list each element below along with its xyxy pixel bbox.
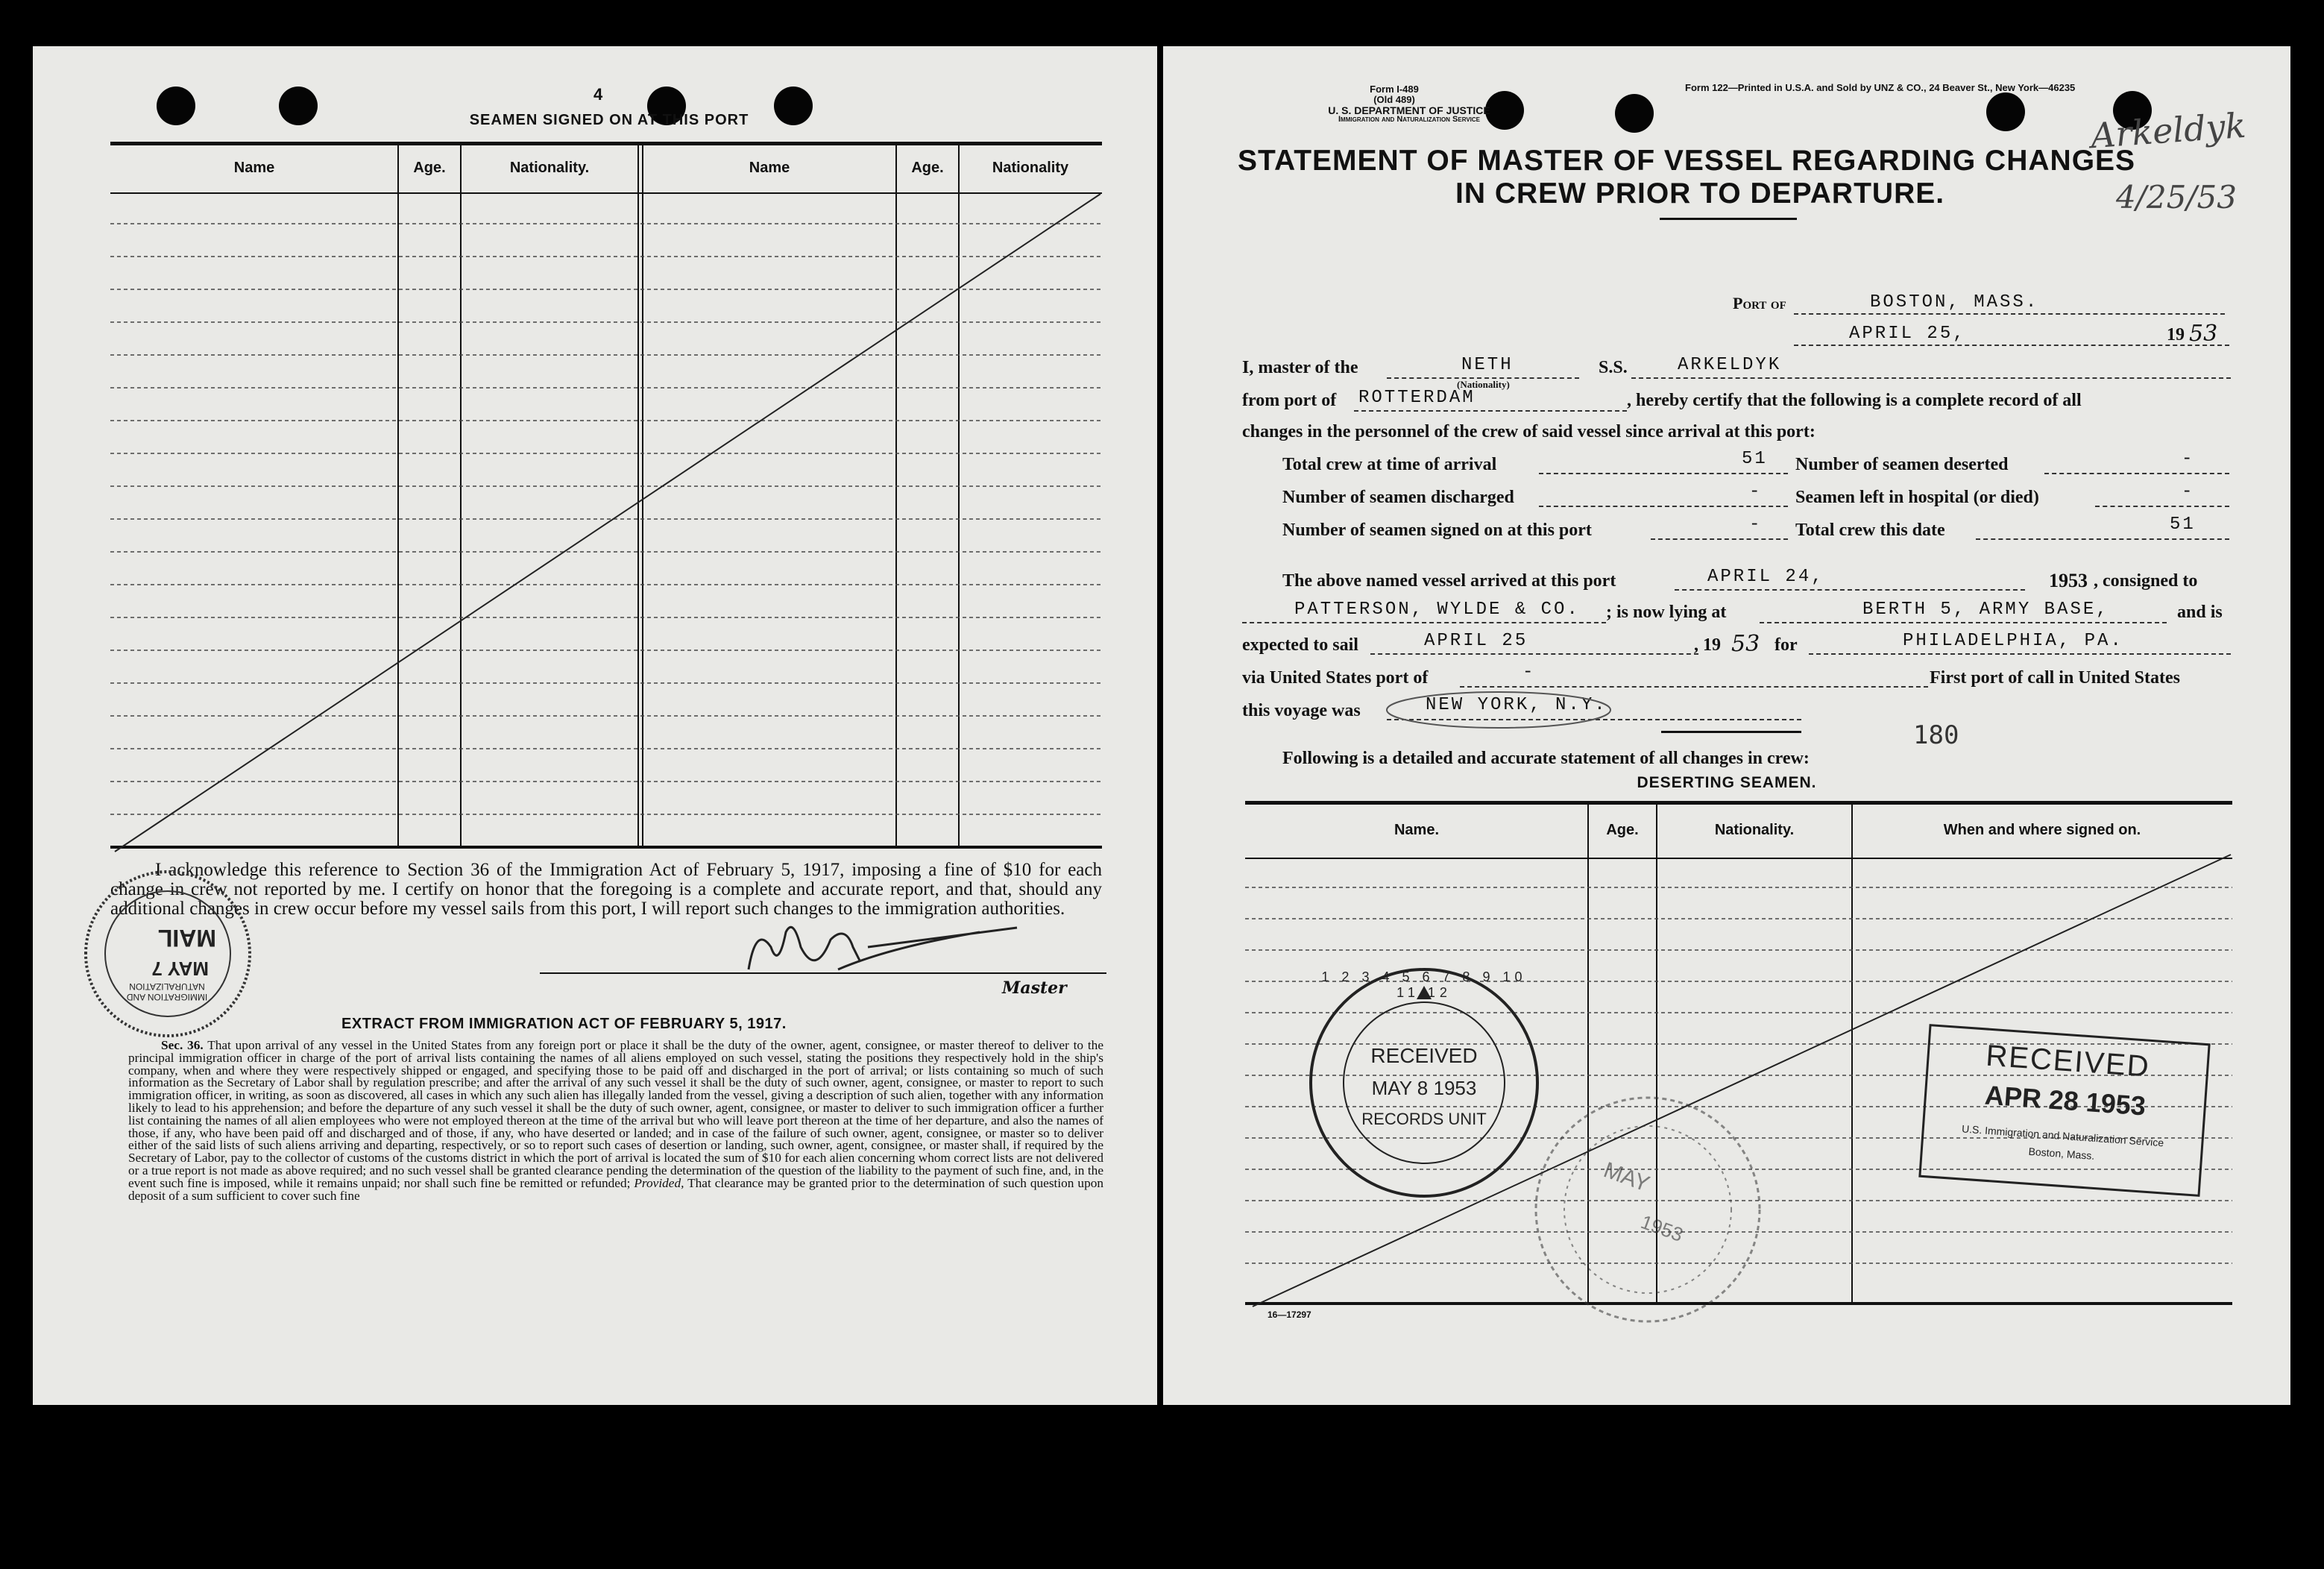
via-label: via United States port of <box>1242 668 1429 688</box>
consigned-label: , consigned to <box>2094 571 2198 591</box>
from-port-label: from port of <box>1242 391 1337 410</box>
col-age-1: Age. <box>413 160 446 176</box>
col-age-2: Age. <box>911 160 944 176</box>
changes-text: changes in the personnel of the crew of said vessel since arrival at this port: <box>1242 422 1816 441</box>
from-port-value: ROTTERDAM <box>1358 388 1476 408</box>
section-heading: SEAMEN SIGNED ON AT THIS PORT <box>469 112 749 128</box>
and-is-label: and is <box>2177 603 2223 622</box>
form-old: (Old 489) <box>1373 94 1415 105</box>
voyage-label: this voyage was <box>1242 701 1361 720</box>
certify-text: , hereby certify that the following is a complete record of all <box>1627 391 2082 410</box>
faint-round-stamp: MAY 1953 <box>1528 1090 1767 1329</box>
number-180: 180 <box>1913 720 1959 750</box>
extract-heading: EXTRACT FROM IMMIGRATION ACT OF FEBRUARY 5, 1917. <box>341 1016 787 1032</box>
port-of-value: BOSTON, MASS. <box>1870 292 2039 312</box>
col-deserter-nationality: Nationality. <box>1714 822 1795 838</box>
master-signature <box>667 917 1084 984</box>
nationality-value: NETH <box>1461 355 1514 375</box>
hospital-label: Seamen left in hospital (or died) <box>1795 488 2039 507</box>
mail-postmark-stamp: MAIL MAY 7 IMMIGRATION AND NATURALIZATION <box>82 868 254 1040</box>
signed-on-value: - <box>1749 515 1763 535</box>
year-prefix: 19 <box>2167 325 2185 345</box>
section-36-text <box>128 1040 1103 1202</box>
expected-label: expected to sail <box>1242 635 1358 655</box>
voyage-value: NEW YORK, N.Y. <box>1426 695 1607 715</box>
following-text: Following is a detailed and accurate statement of all changes in crew: <box>1282 749 1810 768</box>
arrived-label: The above named vessel arrived at this port <box>1282 571 1616 591</box>
date-value: APRIL 25, <box>1849 324 1966 344</box>
col-nationality-1: Nationality. <box>509 160 590 176</box>
form-id: Form I-489 <box>1370 84 1419 95</box>
master-of-label: I, master of the <box>1242 358 1358 377</box>
arrived-value: APRIL 24, <box>1707 567 1824 587</box>
acknowledgement-text: I acknowledge this reference to Section 36 of the Immigration Act of February 5, 1917, imposing a fine of $10 for each change in crew not reported by me. I certify on honor that the foregoing is a complete and accurate report, and that, should any additional changes in crew occur before my vessel sails from this port, I will report such changes to the immigration authorities. <box>110 860 1102 919</box>
year-value: 53 <box>2189 321 2218 347</box>
col-deserter-name: Name. <box>1394 822 1440 838</box>
printer-line: Form 122—Printed in U.S.A. and Sold by UNZ & CO., 24 Beaver St., New York—46235 <box>1685 82 2076 93</box>
provided-label: Provided, <box>634 1175 684 1190</box>
left-page <box>33 46 1157 1405</box>
ship-value: ARKELDYK <box>1678 355 1782 375</box>
signed-on-label: Number of seamen signed on at this port <box>1282 521 1592 540</box>
master-label: Master <box>1002 978 1067 998</box>
page-number: 4 <box>593 85 603 104</box>
sail-year-value: 53 <box>1731 631 1760 657</box>
arrived-year: 1953 <box>2049 570 2088 591</box>
total-crew-arrival-value: 51 <box>1742 449 1768 469</box>
discharged-label: Number of seamen discharged <box>1282 488 1514 507</box>
section-body: That upon arrival of any vessel in the United States from any foreign port or place it shall be the duty of the owner, agent, consignee, or master thereof to deliver to the principal immigration officer in charge of the port of arrival lists containing the names of all aliens employed on such vessel, stating the positions they respectively hold in the ship's company, when and where they were respectively shipped or engaged, and specifying those to be paid off and discharged in the port of arrival; or lists containing so much of such information as the Secretary of Labor shall by regulation prescribe; and after the arrival of any such vessel it shall be the duty of such owner, agent, consignee, or master to report to such immigration officer, in writing, as soon as discovered, all cases in which any such alien has illegally landed from the vessel, giving a description of such alien, together with any information likely to lead to his apprehension; and before the departure of any such vessel it shall be the duty of such owner, agent, consignee, or master to deliver to such immigration officer a further list containing the names of all alien employees who were not employed thereon at the time of the arrival but who will leave port thereon at the time of her departure, and also the names of those, if any, who have been paid off and discharged and of those, if any, who have deserted or landed; and in case of the failure of such owner, agent, consignee, or master so to deliver either of the said lists of such aliens arriving and departing, respectively, or so to report such cases of desertion or landing, such owner, agent, consignee, or master shall, if required by the Secretary of Labor, pay to the collector of customs of the customs district in which the port of arrival is located the sum of $10 for each alien concerning whom correct lists are not delivered or a true report is not made as above required; and no such vessel shall be granted clearance pending the determination of the question of the liability to the payment of such fine, and, in the event such fine is imposed, while it remains unpaid; nor shall such fine be remitted or refunded; <box>128 1038 1103 1190</box>
lying-label: ; is now lying at <box>1606 603 1727 622</box>
deserted-label: Number of seamen deserted <box>1795 455 2009 474</box>
consignee-value: PATTERSON, WYLDE & CO. <box>1294 600 1580 620</box>
first-port-label: First port of call in United States <box>1930 668 2180 688</box>
col-name-1: Name <box>233 160 275 176</box>
for-value: PHILADELPHIA, PA. <box>1903 631 2123 651</box>
footer-code: 16—17297 <box>1268 1309 1311 1320</box>
sail-year-prefix: , 19 <box>1694 635 1721 655</box>
total-crew-arrival-label: Total crew at time of arrival <box>1282 455 1497 474</box>
ss-label: S.S. <box>1599 358 1628 377</box>
deserted-value: - <box>2182 449 2195 469</box>
received-ins-stamp: RECEIVED APR 28 1953 U.S. Immigration and Naturalization Service Boston, Mass. <box>1918 1024 2210 1197</box>
discharged-value: - <box>1749 482 1763 502</box>
expected-value: APRIL 25 <box>1424 631 1528 651</box>
section-tail: That clearance may be granted prior to the determination of such question upon deposit of a sum sufficient to cover such fine <box>128 1175 1103 1203</box>
hospital-value: - <box>2182 482 2195 502</box>
col-nationality-2: Nationality <box>992 160 1069 176</box>
col-deserter-age: Age. <box>1606 822 1639 838</box>
form-title-line1: STATEMENT OF MASTER OF VESSEL REGARDING CHANGES <box>1238 145 2136 177</box>
section-label: Sec. 36. <box>161 1038 204 1052</box>
col-name-2: Name <box>749 160 790 176</box>
handwritten-ship-name: Arkeldyk <box>2089 104 2247 157</box>
total-crew-date-value: 51 <box>2170 515 2196 535</box>
via-value: - <box>1522 662 1536 682</box>
nationality-caption: (Nationality) <box>1457 379 1510 390</box>
handwritten-date: 4/25/53 <box>2116 179 2237 216</box>
for-label: for <box>1775 635 1798 655</box>
service-name: Immigration and Naturalization Service <box>1338 115 1480 124</box>
deserting-heading: DESERTING SEAMEN. <box>1637 774 1817 791</box>
department-name: U. S. DEPARTMENT OF JUSTICE <box>1328 104 1490 116</box>
form-title-line2: IN CREW PRIOR TO DEPARTURE. <box>1455 177 1945 210</box>
port-of-label: Port of <box>1733 294 1786 312</box>
master-signature-line <box>540 972 1106 974</box>
total-crew-date-label: Total crew this date <box>1795 521 1945 540</box>
col-signed-on: When and where signed on. <box>1943 822 2141 838</box>
received-records-stamp: 1 2 3 4 5 6 7 8 9 10 11 12 RECEIVED MAY 8 1953 RECORDS UNIT <box>1305 963 1543 1202</box>
cancel-diagonal-line <box>115 194 1100 852</box>
right-page <box>1163 46 2290 1405</box>
lying-value: BERTH 5, ARMY BASE, <box>1862 600 2109 620</box>
